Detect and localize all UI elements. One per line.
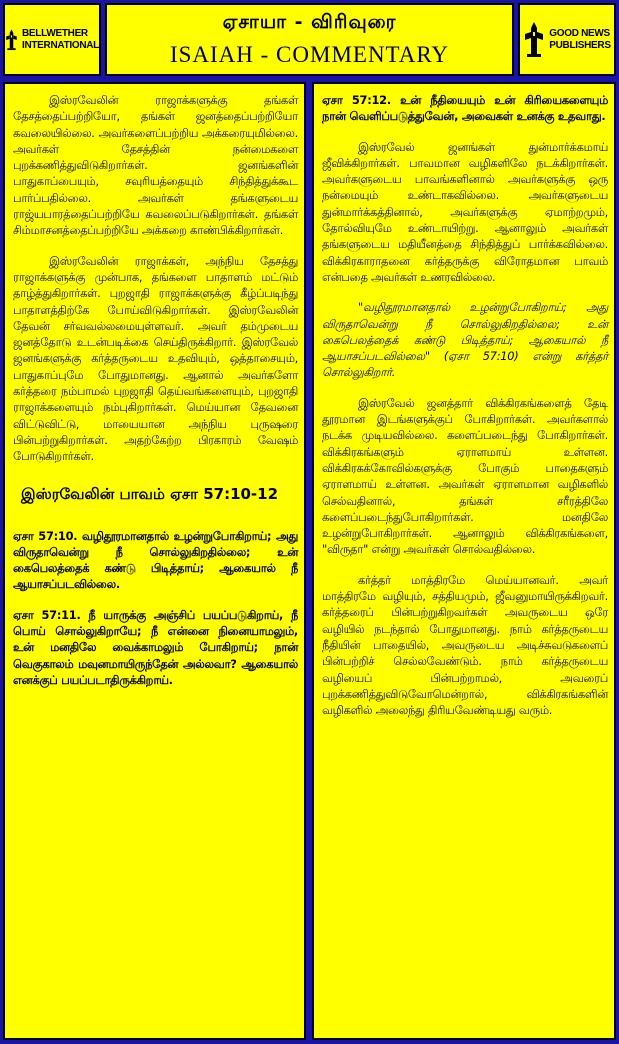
quote-paragraph: "வழிதூரமானதால் உழன்றுபோகிறாய்; அது விருதாவென்று நீ சொல்லுகிறதில்லை; உன் கைபெலத்தைக் கண்டு பிடித்தாய்; ஆகையால் நீ ஆயாசப்படவில்லை" (ஏசா 57:10) என்று கர்த்தர் சொல்லுகிறார். [322, 300, 608, 380]
paragraph: இஸ்ரவேலின் ராஜாக்களுக்கு தங்கள் தேசத்தைப்பற்றியோ, தங்கள் ஜனத்தைப்பற்றியோ கவலையில்லை. அவர்களைப்பற்றிய அக்கரையுமில்லை. அவர்கள் தேசத்தின் நன்மைகளை புறக்கணித்துவிடுகிறார்கள். ஜனங்களின் பாதுகாப்பையும், சவுரியத்தையும் சிந்தித்துக்கூட பார்ப்பதில்லை. அவர்கள் தங்களுடைய ராஜ்யபாரத்தைப்பற்றியே கவலைப்படுகிறார்கள். தங்கள் சிம்மாசனத்தைப்பற்றியே அக்கறை காண்பிக்கிறார்கள். [13, 93, 298, 238]
section-heading: இஸ்ரவேலின் பாவம் ஏசா 57:10-12 [21, 484, 279, 503]
tower-icon [523, 20, 545, 60]
paragraph: கர்த்தர் மாத்திரமே மெய்யானவர். அவர் மாத்திரமே வழியும், சத்தியமும், ஜீவனுமாயிருக்கிறவர். கர்த்தரைப் பின்பற்றுகிறவர்கள் அவருடைய ஒரே வழியில் நடந்தால் போதுமானது. நாம் கர்த்தருடைய நீதியின் பாதையில், அவருடைய அடிச்சுவடுகளைப் பின்பற்றிச் செல்லவேண்டும். நாம் கர்த்தருடைய வழியைப் பின்பற்றாமல், அவரைப் புறக்கணித்துவிடுவோமென்றால், விக்கிரகங்களின் வழிகளில் அலைந்து திரியவேண்டியது வரும். [322, 572, 608, 718]
logo-line2: PUBLISHERS [549, 39, 611, 51]
paragraph: இஸ்ரவேல் ஜனங்கள் துன்மார்க்கமாய் ஜீவிக்கிறார்கள். பாவமான வழிகளிலே நடக்கிறார்கள். அவர்களுடைய பாவங்களினால் அவர்களுக்கு ஒரு நன்மையும் உண்டாகவில்லை. அவர்களுடைய துன்மார்க்கத்தினால், அவர்களுக்கு ஏமாற்றமும், தோல்வியுமே உண்டாயிற்று. ஆனாலும் அவர்கள் தங்களுடைய மதியீனத்தை சிந்தித்துப் பார்க்கவில்லை. விக்கிரகாராதனை கர்த்தருக்கு விரோதமான பாவம் என்பதை அவர்கள் உணரவில்லை. [322, 139, 608, 284]
logo-line1: BELLWETHER [21, 27, 88, 39]
bellwether-logo-text [22, 28, 99, 52]
header [3, 3, 616, 76]
bellwether-logo [3, 3, 101, 76]
left-column [3, 82, 306, 1040]
verse-paragraph: ஏசா 57:11. நீ யாருக்கு அஞ்சிப் பயப்படுகிறாய், நீ பொய் சொல்லுகிறாயே; நீ என்னை நினையாமலும், உன் மனதிலே வைக்காமலும் போகிறாய்; நான் வெகுகாலம் மவுனமாயிருந்தேன் அல்லவா? ஆகையால் எனக்குப் பயப்படாதிருக்கிறாய். [13, 607, 298, 687]
good-news-logo-text [549, 28, 610, 52]
logo-line1: GOOD NEWS [549, 27, 610, 39]
good-news-logo [518, 3, 616, 76]
paragraph: இஸ்ரவேலின் ராஜாக்கள், அந்நிய தேசத்து ராஜாக்களுக்கு முன்பாக, தங்களை பாதாளம் மட்டும் தாழ்த்துகிறார்கள். புறஜாதி ராஜாக்களுக்கு கீழ்ப்படிந்து பாதாளத்திற்கே போய்விடுகிறார்கள். இஸ்ரவேலின் தேவன் சர்வவல்லமையுள்ளவர். அவர் தம்முடைய ஜனத்தோடு உடன்படிக்கை செய்திருக்கிறார். இஸ்ரவேல் ஜனங்களுக்கு கர்த்தருடைய உதவியும், ஒத்தாசையும், பாதுகாப்புமே போதுமானது. ஆனால் அவர்களோ கர்த்தரை நம்பாமல் புறஜாதி தெய்வங்களையும், புறஜாதி ராஜாக்களையும் நம்புகிறார்கள். மெய்யான தேவனை விட்டுவிட்டு, மாயையான அந்நிய புருஷரை பின்பற்றுகிறார்கள். அதற்கேற்ற பிரகாரம் வேஷம் போடுகிறார்கள். [13, 253, 298, 464]
title-english: ISAIAH - COMMENTARY [169, 42, 450, 67]
tower-icon [5, 20, 18, 60]
title-box [105, 3, 514, 76]
title-tamil: ஏசாயா - விரிவுரை [222, 11, 397, 33]
paragraph: இஸ்ரவேல் ஜனத்தார் விக்கிரகங்களைத் தேடி தூரமான இடங்களுக்குப் போகிறார்கள். அவர்களால் நடக்க முடியவில்லை. களைப்படைந்து போகிறார்கள். விக்கிரகங்களும் ஏராளமாய் உள்ளன. விக்கிரகக்கோவில்களுக்கு போகும் பாதைகளும் ஏராளமாய் உள்ளன. அவர்கள் ஏராளமான வழிகளில் செல்வதினால், தங்கள் சரீரத்திலே களைப்படைந்துபோகிறார்கள். மனதிலே உழன்றுபோகிறார்கள். ஆனாலும் விக்கிரகங்களை, "விருதா" என்று அவர்கள் சொல்வதில்லை. [322, 395, 608, 557]
verse-paragraph: ஏசா 57:10. வழிதூரமானதால் உழன்றுபோகிறாய்; அது விருதாவென்று நீ சொல்லுகிறதில்லை; உன் கைபெலத்தைக் கண்டு பிடித்தாய்; ஆகையால் நீ ஆயாசப்படவில்லை. [13, 528, 298, 592]
right-column [312, 82, 616, 1040]
verse-paragraph: ஏசா 57:12. உன் நீதியையும் உன் கிரியைகளையும் நான் வெளிப்படுத்துவேன், அவைகள் உனக்கு உதவாது. [322, 93, 608, 124]
logo-line2: INTERNATIONAL [21, 39, 99, 51]
